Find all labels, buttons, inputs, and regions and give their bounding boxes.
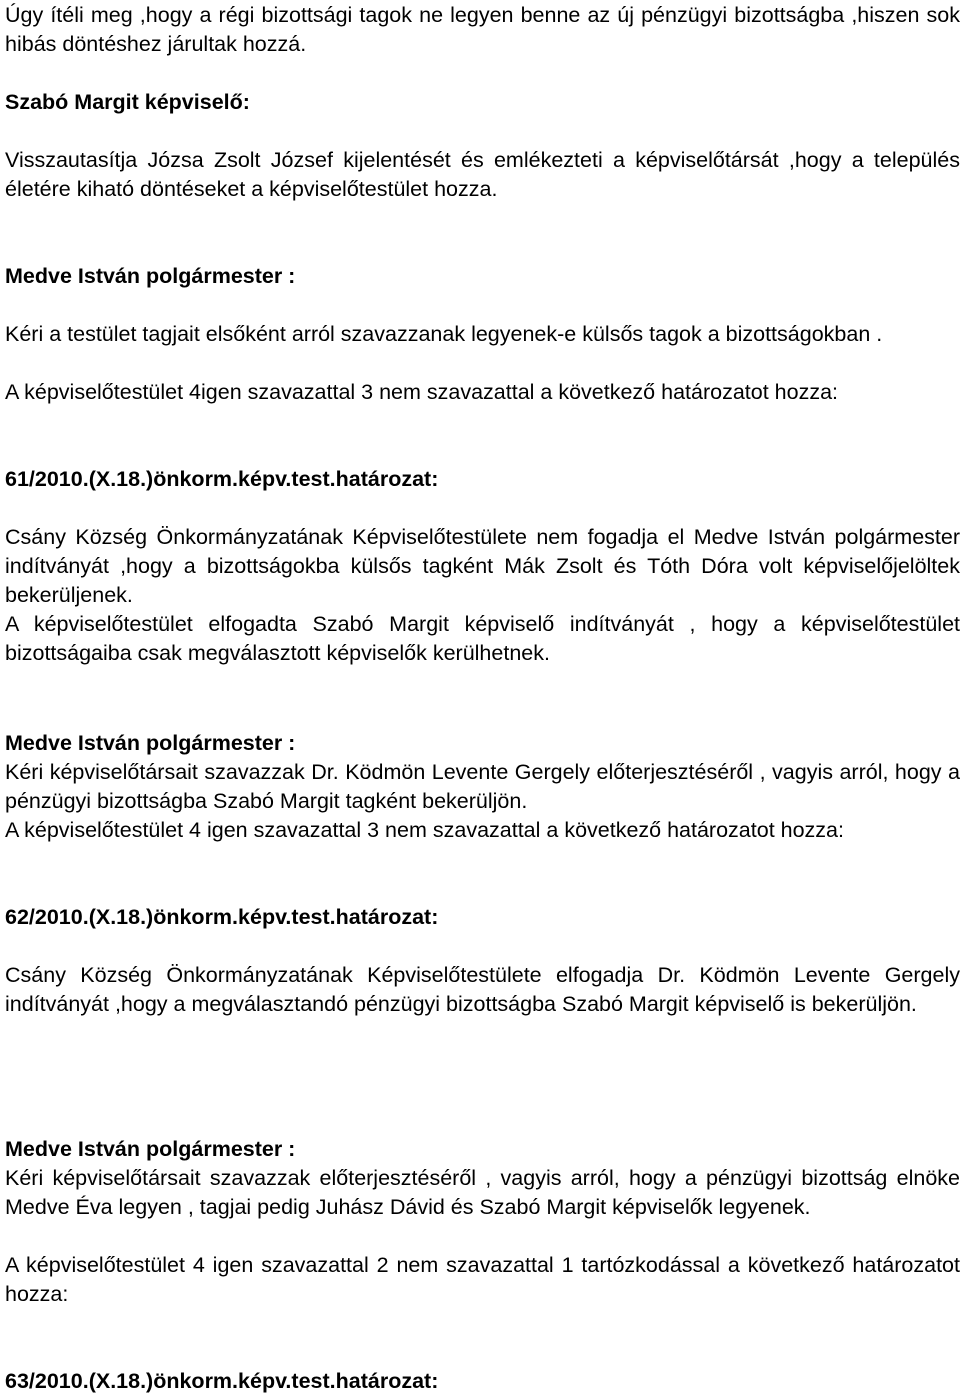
paragraph-vote-request-3: Kéri képviselőtársait szavazzak előterjesztéséről , vagyis arról, hogy a pénzügyi bizottság elnöke Medve Éva legyen , tagjai pedig Juhász Dávid és Szabó Margit képviselők legyenek. xyxy=(5,1166,960,1219)
resolution-number-61: 61/2010.(X.18.)önkorm.képv.test.határozat: xyxy=(5,467,439,491)
paragraph-opinion: Úgy ítéli meg ,hogy a régi bizottsági tagok ne legyen benne az új pénzügyi bizottságba ,hiszen sok hibás döntéshez járultak hozzá. xyxy=(5,3,960,56)
resolution-number-62: 62/2010.(X.18.)önkorm.képv.test.határozat: xyxy=(5,905,439,929)
speaker-heading-mayor-2: Medve István polgármester : xyxy=(5,731,296,755)
paragraph-rejection: Visszautasítja Józsa Zsolt József kijelentését és emlékezteti a képviselőtársát ,hogy a település életére kiható döntéseket a képviselőtestület hozza. xyxy=(5,148,960,201)
paragraph-accepted-proposal: A képviselőtestület elfogadta Szabó Margit képviselő indítványát , hogy a képviselőtestület bizottságaiba csak megválasztott képviselők kerülhetnek. xyxy=(5,612,960,665)
paragraph-resolution-62: Csány Község Önkormányzatának Képviselőtestülete elfogadja Dr. Ködmön Levente Gergely indítványát ,hogy a megválasztandó pénzügyi bizottságba Szabó Margit képviselő is bekerüljön. xyxy=(5,963,960,1016)
speaker-heading-mayor-1: Medve István polgármester : xyxy=(5,264,296,288)
paragraph-vote-request-2: Kéri képviselőtársait szavazzak Dr. Ködmön Levente Gergely előterjesztéséről , vagyis arról, hogy a pénzügyi bizottságba Szabó Margit tagként bekerüljön. xyxy=(5,760,960,813)
paragraph-vote-request-1: Kéri a testület tagjait elsőként arról szavazzanak legyenek-e külsős tagok a bizottságokban . xyxy=(5,322,883,346)
paragraph-vote-result-3: A képviselőtestület 4 igen szavazattal 2 nem szavazattal 1 tartózkodással a következő határozatot hozza: xyxy=(5,1253,960,1306)
speaker-heading-szabo: Szabó Margit képviselő: xyxy=(5,90,250,114)
paragraph-vote-result-2: A képviselőtestület 4 igen szavazattal 3 nem szavazattal a következő határozatot hozza: xyxy=(5,818,844,842)
speaker-heading-mayor-3: Medve István polgármester : xyxy=(5,1137,296,1161)
paragraph-vote-result-1: A képviselőtestület 4igen szavazattal 3 nem szavazattal a következő határozatot hozza: xyxy=(5,380,839,404)
paragraph-resolution-61: Csány Község Önkormányzatának Képviselőtestülete nem fogadja el Medve István polgármester indítványát ,hogy a bizottságokba külsős tagként Mák Zsolt és Tóth Dóra volt képviselőjelöltek bekerüljenek. xyxy=(5,525,960,607)
resolution-number-63: 63/2010.(X.18.)önkorm.képv.test.határozat: xyxy=(5,1369,439,1393)
